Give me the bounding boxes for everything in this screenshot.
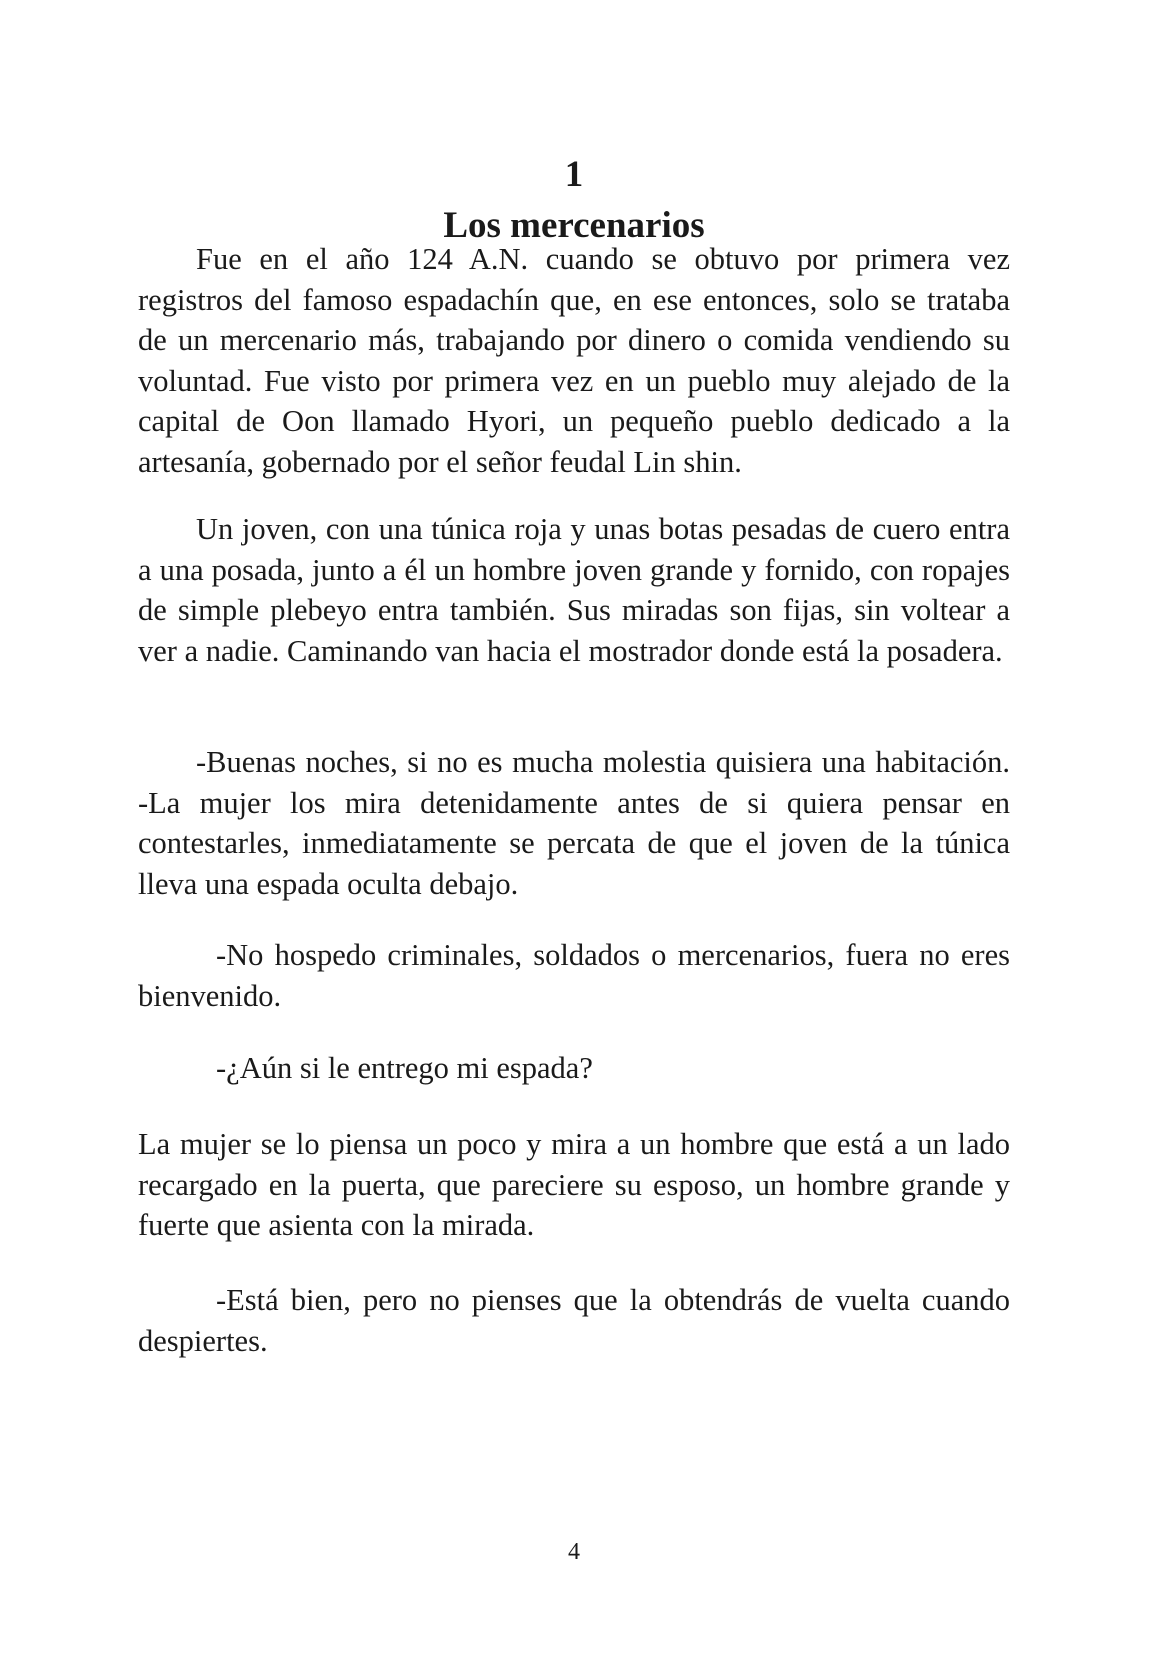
chapter-title: Los mercenarios [443, 205, 705, 246]
page-number: 4 [568, 1539, 580, 1565]
paragraph-3: La mujer se lo piensa un poco y mira a un hombre que está a un lado recargado en la puerta, que pareciere su esposo, un hombre grande y fuerte que asienta con la mirada. [138, 1127, 1010, 1242]
dialogue-1: -Buenas noches, si no es mucha molestia quisiera una habitación. -La mujer los mira detenidamente antes de si quiera pensar en contestarles, inmediatamente se percata de que el joven de la túnica lleva una espada oculta debajo. [138, 745, 1010, 901]
paragraph-2: Un joven, con una túnica roja y unas botas pesadas de cuero entra a una posada, junto a él un hombre joven grande y fornido, con ropajes de simple plebeyo entra también. Sus miradas son fijas, sin voltear a ver a nadie. Caminando van hacia el mostrador donde está la posadera. [138, 512, 1010, 668]
chapter-number: 1 [564, 154, 584, 195]
dialogue-3: -¿Aún si le entrego mi espada? [216, 1051, 593, 1085]
dialogue-2: -No hospedo criminales, soldados o mercenarios, fuera no eres bienvenido. [138, 938, 1010, 1013]
dialogue-4: -Está bien, pero no pienses que la obtendrás de vuelta cuando despiertes. [138, 1283, 1010, 1358]
book-page [138, 0, 1010, 1654]
paragraph-1: Fue en el año 124 A.N. cuando se obtuvo por primera vez registros del famoso espadachín que, en ese entonces, solo se trataba de un mercenario más, trabajando por dinero o comida vendiendo su voluntad. Fue visto por primera vez en un pueblo muy alejado de la capital de Oon llamado Hyori, un pequeño pueblo dedicado a la artesanía, gobernado por el señor feudal Lin shin. [138, 242, 1010, 479]
